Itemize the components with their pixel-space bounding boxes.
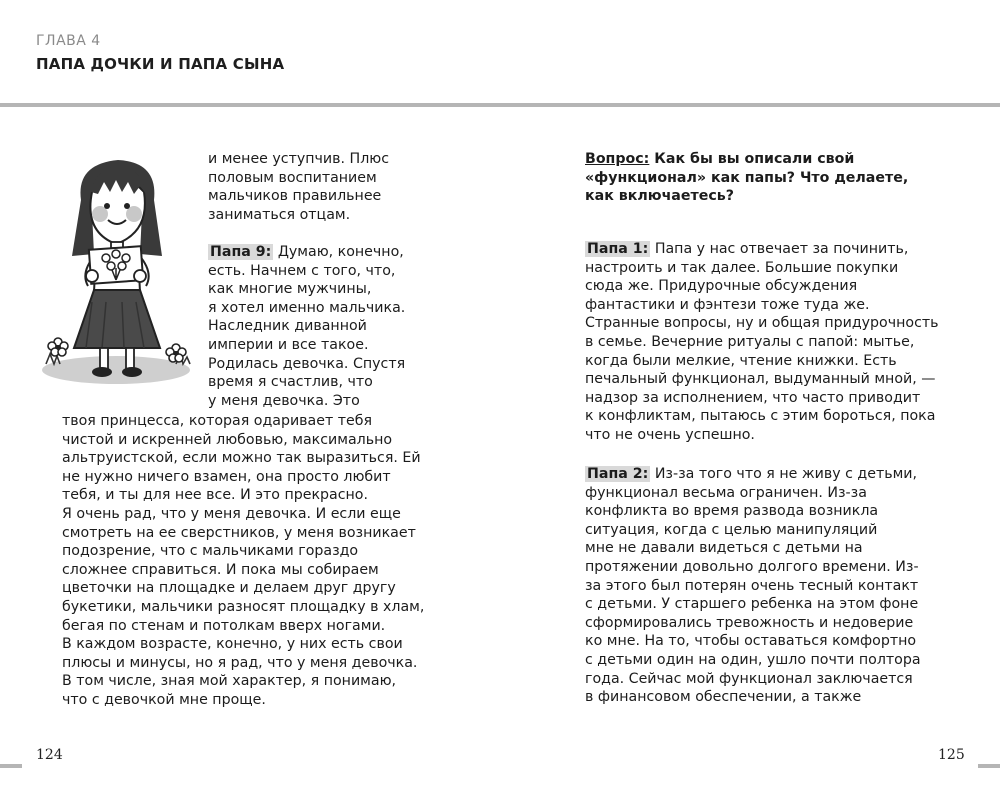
- text-line: твоя принцесса, которая одаривает тебя: [62, 413, 373, 429]
- text-line: Странные вопросы, ну и общая придурочность: [585, 315, 939, 332]
- text-line: в семье. Вечерние ритуалы с папой: мытье,: [585, 333, 915, 350]
- text-line: В каждом возрасте, конечно, у них есть свои: [62, 636, 403, 653]
- text-line: время я счастлив, что: [208, 374, 373, 391]
- papa1-answer-block: [585, 240, 939, 445]
- text-fragment: Папа у нас отвечает за починить,: [650, 241, 909, 257]
- chapter-label: ГЛАВА 4: [36, 33, 101, 49]
- text-line: мальчиков правильнее: [208, 188, 382, 205]
- text-fragment: Из-за того что я не живу с детьми,: [650, 466, 918, 482]
- text-line: сюда же. Придурочные обсуждения: [585, 278, 858, 295]
- speaker-label: Папа 2:: [587, 466, 649, 482]
- text-line: плюсы и минусы, но я рад, что у меня девочка.: [62, 654, 418, 671]
- text-line: Я очень рад, что у меня девочка. И если еще: [62, 505, 401, 522]
- text-line: с детьми. У старшего ребенка на этом фоне: [585, 596, 919, 613]
- text-line: империи и все такое.: [208, 336, 369, 353]
- speaker-label: Папа 9:: [210, 244, 272, 260]
- papa9-answer-block: [208, 243, 405, 410]
- page-number-right: 125: [938, 747, 965, 763]
- text-line: сложнее справиться. И пока мы собираем: [62, 561, 379, 578]
- text-line: ситуация, когда с целью манипуляций: [585, 521, 878, 538]
- chapter-title: ПАПА ДОЧКИ И ПАПА СЫНА: [36, 55, 285, 73]
- text-line: ко мне. На то, чтобы оставаться комфортно: [585, 633, 917, 650]
- text-line: чистой и искренней любовью, максимально: [62, 431, 393, 448]
- text-line: тебя, и ты для нее все. И это прекрасно.: [62, 487, 368, 504]
- girl-with-bouquet-illustration: [36, 152, 196, 402]
- text-line: фантастики и фэнтези тоже туда же.: [585, 296, 870, 313]
- text-line: заниматься отцам.: [208, 206, 351, 223]
- text-line: Наследник диванной: [208, 318, 367, 335]
- speaker-label: Папа 1:: [587, 241, 649, 257]
- text-line: не нужно ничего взамен, она просто любит: [62, 468, 391, 485]
- text-line: у меня девочка. Это: [208, 392, 360, 409]
- text-line: когда были мелкие, чтение книжки. Есть: [585, 352, 897, 369]
- text-fragment: Как бы вы описали свой: [649, 151, 855, 167]
- text-line: функционал весьма ограничен. Из-за: [585, 484, 867, 501]
- text-line: смотреть на ее сверстников, у меня возникает: [62, 524, 416, 541]
- text-line: я хотел именно мальчика.: [208, 299, 406, 316]
- text-line: с детьми один на один, ушло почти полтора: [585, 651, 921, 668]
- text-line: «функционал» как папы? Что делаете,: [585, 169, 909, 186]
- left-full-width-block: [62, 412, 424, 710]
- text-line: подозрение, что с мальчиками гораздо: [62, 543, 359, 560]
- text-line: [585, 240, 939, 259]
- header-rule: [0, 103, 1000, 107]
- text-line: бегая по стенам и потолкам вверх ногами.: [62, 617, 386, 634]
- text-line: как включаетесь?: [585, 188, 734, 205]
- text-line: как многие мужчины,: [208, 281, 372, 298]
- text-line: [585, 150, 908, 169]
- text-line: что с девочкой мне проще.: [62, 691, 266, 708]
- text-line: года. Сейчас мой функционал заключается: [585, 670, 913, 687]
- left-intro-block: [208, 150, 389, 224]
- text-line: цветочки на площадке и делаем друг другу: [62, 580, 396, 597]
- text-line: В том числе, зная мой характер, я понимаю,: [62, 673, 397, 690]
- text-line: [585, 465, 921, 484]
- text-line: и менее уступчив. Плюс: [208, 151, 390, 167]
- text-line: букетики, мальчики разносят площадку в хлам,: [62, 598, 425, 615]
- text-fragment: Думаю, конечно,: [273, 244, 404, 260]
- text-line: протяжении довольно долгого времени. Из-: [585, 558, 919, 575]
- text-line: печальный функционал, выдуманный мной, —: [585, 371, 936, 388]
- text-line: [208, 243, 405, 262]
- text-line: к конфликтам, пытаюсь с этим бороться, пока: [585, 408, 936, 425]
- papa2-answer-block: [585, 465, 921, 707]
- text-line: мне не давали видеться с детьми на: [585, 540, 863, 557]
- question-block: [585, 150, 908, 206]
- question-label: Вопрос:: [585, 151, 650, 167]
- text-line: настроить и так далее. Большие покупки: [585, 259, 899, 276]
- text-line: что не очень успешно.: [585, 426, 755, 443]
- text-line: половым воспитанием: [208, 169, 377, 186]
- text-line: Родилась девочка. Спустя: [208, 355, 406, 372]
- text-line: альтруистской, если можно так выразиться. Ей: [62, 450, 421, 467]
- text-line: в финансовом обеспечении, а также: [585, 689, 862, 706]
- footer-bar-left: [0, 764, 22, 768]
- footer-bar-right: [978, 764, 1000, 768]
- page-number-left: 124: [36, 747, 63, 763]
- text-line: сформировались тревожность и недоверие: [585, 614, 914, 631]
- text-line: надзор за исполнением, что часто приводит: [585, 389, 921, 406]
- text-line: есть. Начнем с того, что,: [208, 262, 396, 279]
- text-line: конфликта во время развода возникла: [585, 503, 879, 520]
- text-line: за этого был потерян очень тесный контакт: [585, 577, 919, 594]
